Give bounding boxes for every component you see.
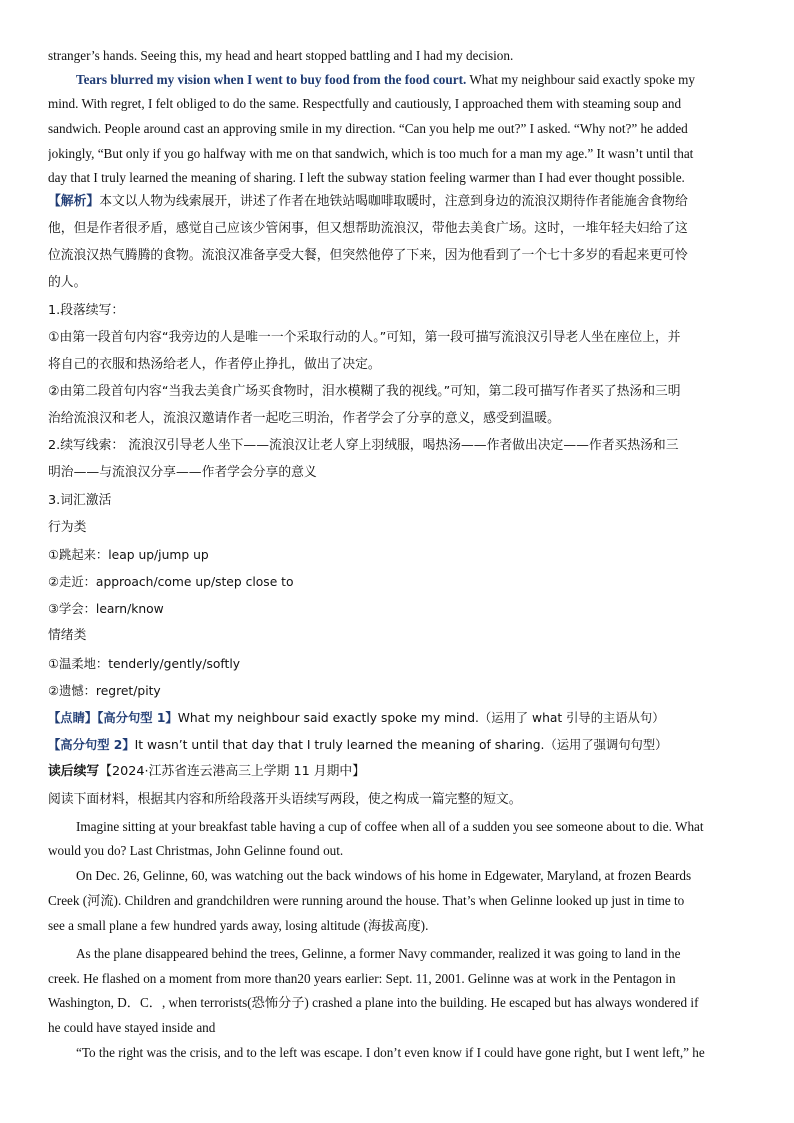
- vocab-item: ②遗憾：regret/pity: [48, 684, 161, 698]
- text-span: It wasn’t until that day that I truly learned the meaning of sharing.（运用了强调句句型）: [134, 738, 668, 752]
- text-line: day that I truly learned the meaning of sharing. I left the subway station feeling warmer than I had ever thought possible.: [48, 170, 685, 185]
- continuation-heading: [48, 763, 748, 781]
- analysis-line: [48, 193, 748, 211]
- text-line: 治给流浪汉和老人，流浪汉邀请作者一起吃三明治，作者学会了分享的意义，感受到温暖。: [48, 411, 560, 426]
- text-line: ②由第二段首句内容“当我去美食广场买食物时，泪水模糊了我的视线。”可知，第二段可描写作者买了热汤和三明: [48, 384, 681, 399]
- highlight-tag: 【点睛】: [48, 711, 98, 725]
- text-span: What my neighbour said exactly spoke my mind.（运用了 what 引导的主语从句）: [177, 711, 665, 725]
- text-line: Washington, D．C．, when terrorists(恐怖分子) crashed a plane into the building. He escaped but has always wondered if: [48, 995, 699, 1010]
- text-line: sandwich. People around cast an approving smile in my direction. “Can you help me out?” I asked. “Why not?” he added: [48, 121, 688, 136]
- instruction-line: 阅读下面材料，根据其内容和所给段落开头语续写两段，使之构成一篇完整的短文。: [48, 792, 522, 807]
- pattern-line: [48, 736, 748, 754]
- text-span: 本文以人物为线索展开，讲述了作者在地铁站喝咖啡取暖时，注意到身边的流浪汉期待作者能施舍食物给: [99, 194, 688, 209]
- source-tag: 【2024·江苏省连云港高三上学期 11 月期中】: [99, 764, 365, 779]
- continuation-label: 读后续写: [48, 764, 100, 779]
- text-line: On Dec. 26, Gelinne, 60, was watching out the back windows of his home in Edgewater, Maryland, at frozen Beards: [76, 868, 692, 883]
- section-heading: 2.续写线索： 流浪汉引导老人坐下——流浪汉让老人穿上羽绒服，喝热汤——作者做出决定——作者买热汤和三: [48, 438, 679, 453]
- text-line: 明治——与流浪汉分享——作者学会分享的意义: [48, 465, 317, 480]
- highlight-line: [48, 709, 748, 727]
- text-line: Creek (河流). Children and grandchildren were running around the house. That’s when Gelinne looked up just in time to: [48, 893, 685, 908]
- text-line: 位流浪汉热气腾腾的食物。流浪汉准备享受大餐，但突然他停了下来，因为他看到了一个七十多岁的看起来更可怜: [48, 248, 688, 263]
- vocab-item: ①跳起来：leap up/jump up: [48, 548, 209, 562]
- category-label: 行为类: [48, 520, 87, 535]
- text-line: mind. With regret, I felt obliged to do the same. Respectfully and cautiously, I approached them with steaming soup and: [48, 96, 682, 111]
- text-line: see a small plane a few hundred yards away, losing altitude (海拔高度).: [48, 918, 429, 933]
- pattern-tag: 【高分句型 2】: [48, 738, 135, 752]
- text-line: he could have stayed inside and: [48, 1020, 216, 1035]
- text-line: [76, 71, 748, 89]
- text-line: Imagine sitting at your breakfast table having a cup of coffee when all of a sudden you see someone about to die. What: [76, 819, 704, 834]
- text-span: What my neighbour said exactly spoke my: [469, 72, 695, 87]
- text-line: 的人。: [48, 275, 87, 290]
- text-line: “To the right was the crisis, and to the left was escape. I don’t even know if I could have gone right, but I went left,” he: [76, 1045, 705, 1060]
- text-line: creek. He flashed on a moment from more than20 years earlier: Sept. 11, 2001. Gelinne was at work in the Pentagon in: [48, 971, 676, 986]
- text-line: ①由第一段首句内容“我旁边的人是唯一一个采取行动的人。”可知，第一段可描写流浪汉引导老人坐在座位上，并: [48, 330, 681, 345]
- text-line: jokingly, “But only if you go halfway with me on that sandwich, which is too much for a man my age.” It wasn’t until that: [48, 146, 694, 161]
- bold-sentence: Tears blurred my vision when I went to buy food from the food court.: [76, 72, 467, 87]
- text-line: 他，但是作者很矛盾，感觉自己应该少管闲事，但又想帮助流浪汉，带他去美食广场。这时，一堆年轻夫妇给了这: [48, 221, 688, 236]
- text-line: would you do? Last Christmas, John Gelinne found out.: [48, 843, 344, 858]
- pattern-tag: 【高分句型 1】: [97, 711, 178, 725]
- vocab-item: ③学会：learn/know: [48, 602, 164, 616]
- vocab-item: ①温柔地：tenderly/gently/softly: [48, 657, 241, 671]
- section-heading: 1.段落续写：: [48, 303, 125, 318]
- text-line: 将自己的衣服和热汤给老人，作者停止挣扎，做出了决定。: [48, 357, 381, 372]
- text-line: As the plane disappeared behind the trees, Gelinne, a former Navy commander, realized it was going to land in the: [76, 946, 681, 961]
- section-heading: 3.词汇激活: [48, 493, 112, 508]
- analysis-tag: 【解析】: [48, 194, 100, 209]
- vocab-item: ②走近：approach/come up/step close to: [48, 575, 294, 589]
- text-line: stranger’s hands. Seeing this, my head and heart stopped battling and I had my decision.: [48, 48, 514, 63]
- category-label: 情绪类: [48, 628, 87, 643]
